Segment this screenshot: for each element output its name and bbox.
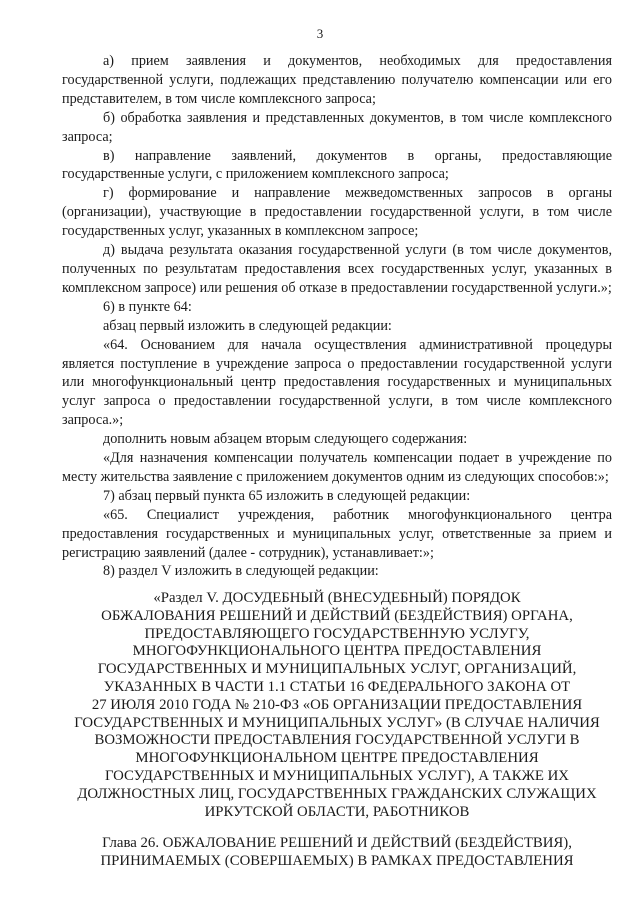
paragraph-first-abzac: абзац первый изложить в следующей редакции: — [103, 317, 392, 334]
section-heading-line: ПРЕДОСТАВЛЯЮЩЕГО ГОСУДАРСТВЕННУЮ УСЛУГУ, — [144, 625, 530, 642]
section-heading-line: ГОСУДАРСТВЕННЫХ И МУНИЦИПАЛЬНЫХ УСЛУГ, ОРГАНИЗАЦИЙ, — [97, 661, 577, 678]
paragraph-clause-64: «64. Основанием для начала осуществления административной процедуры является поступление в учреждение запроса о предоставлении государственной услуги или многофункциональный центр предоставления государственных и муниципальных услуг запроса о предоставлении государственной услуги, в том числе комплексного запроса.»; — [62, 336, 612, 429]
section-heading — [62, 590, 612, 821]
paragraph-item-g: г) формирование и направление межведомственных запросов в органы (организации), участвующие в предоставлении государственной услуги, в том числе государственных услуг, указанных в комплексном запросе; — [62, 185, 612, 240]
chapter-heading-line: ПРИНИМАЕМЫХ (СОВЕРШАЕМЫХ) В РАМКАХ ПРЕДОСТАВЛЕНИЯ — [100, 852, 574, 869]
section-heading-line: ГОСУДАРСТВЕННЫХ И МУНИЦИПАЛЬНЫХ УСЛУГ), А ТАКЖЕ ИХ — [105, 767, 569, 784]
paragraph-clause-65: «65. Специалист учреждения, работник многофункционального центра предоставления государственных и муниципальных услуг, ответственные за прием и регистрацию заявлений (далее - сотрудник), устанавливает:»; — [62, 506, 612, 561]
paragraph-add-abzac: дополнить новым абзацем вторым следующего содержания: — [103, 431, 468, 448]
section-heading-line: УКАЗАННЫХ В ЧАСТИ 1.1 СТАТЬИ 16 ФЕДЕРАЛЬНОГО ЗАКОНА ОТ — [103, 678, 571, 695]
paragraph-item-a: а) прием заявления и документов, необходимых для предоставления государственной услуги, подлежащих представлению получателю компенсации или его представителем, в том числе комплексного запроса; — [62, 53, 612, 107]
page-number: 3 — [316, 26, 324, 41]
section-heading-line: ОБЖАЛОВАНИЯ РЕШЕНИЙ И ДЕЙСТВИЙ (БЕЗДЕЙСТВИЯ) ОРГАНА, — [101, 607, 573, 624]
chapter-heading-line: Глава 26. ОБЖАЛОВАНИЕ РЕШЕНИЙ И ДЕЙСТВИЙ (БЕЗДЕЙСТВИЯ), — [102, 835, 572, 851]
paragraph-point-6: 6) в пункте 64: — [103, 298, 192, 315]
section-heading-line: ДОЛЖНОСТНЫХ ЛИЦ, ГОСУДАРСТВЕННЫХ ГРАЖДАНСКИХ СЛУЖАЩИХ — [77, 785, 597, 802]
section-heading-line: МНОГОФУНКЦИОНАЛЬНОМ ЦЕНТРЕ ПРЕДОСТАВЛЕНИЯ — [135, 750, 539, 767]
section-heading-line: ВОЗМОЖНОСТИ ПРЕДОСТАВЛЕНИЯ ГОСУДАРСТВЕННОЙ УСЛУГИ В — [94, 732, 580, 749]
body-text — [62, 52, 612, 581]
section-heading-line: 27 ИЮЛЯ 2010 ГОДА № 210-ФЗ «ОБ ОРГАНИЗАЦИИ ПРЕДОСТАВЛЕНИЯ — [91, 696, 583, 713]
section-heading-line: ГОСУДАРСТВЕННЫХ И МУНИЦИПАЛЬНЫХ УСЛУГ» (В СЛУЧАЕ НАЛИЧИЯ — [74, 714, 600, 731]
paragraph-point-8: 8) раздел V изложить в следующей редакции: — [103, 563, 379, 580]
paragraph-item-d: д) выдача результата оказания государственной услуги (в том числе документов, полученных по результатам предоставления всех государственных услуг, указанных в комплексном запросе) или решения об отказе в предоставлении государственной услуги.»; — [62, 242, 612, 296]
section-heading-line: «Раздел V. ДОСУДЕБНЫЙ (ВНЕСУДЕБНЫЙ) ПОРЯДОК — [153, 590, 521, 606]
paragraph-item-b: б) обработка заявления и представленных документов, в том числе комплексного запроса; — [62, 109, 612, 145]
chapter-heading — [62, 835, 612, 871]
section-heading-line: ИРКУТСКОЙ ОБЛАСТИ, РАБОТНИКОВ — [204, 803, 470, 820]
paragraph-item-v: в) направление заявлений, документов в органы, предоставляющие государственные услуги, с приложением комплексного запроса; — [62, 147, 612, 183]
section-heading-line: МНОГОФУНКЦИОНАЛЬНОГО ЦЕНТРА ПРЕДОСТАВЛЕНИЯ — [132, 643, 542, 660]
paragraph-compensation: «Для назначения компенсации получатель компенсации подает в учреждение по месту жительства заявление с приложением документов одним из следующих способов:»; — [62, 450, 612, 485]
paragraph-point-7: 7) абзац первый пункта 65 изложить в следующей редакции: — [103, 487, 471, 504]
